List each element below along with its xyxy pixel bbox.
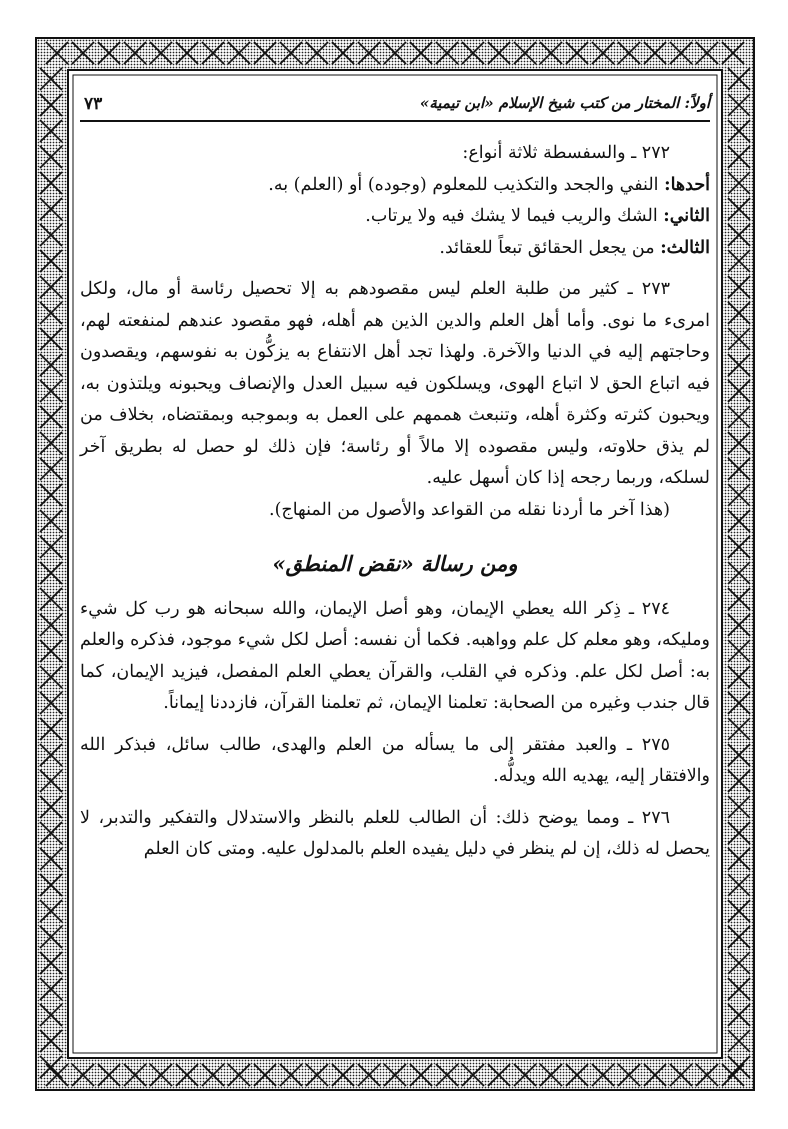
list-item-type-3 xyxy=(80,233,710,265)
paragraph-272-intro: ٢٧٢ ـ والسفسطة ثلاثة أنواع: xyxy=(462,143,670,163)
type-1-label: أحدها: xyxy=(664,174,710,195)
type-3-text: من يجعل الحقائق تبعاً للعقائد. xyxy=(439,237,655,258)
paragraph-275: ٢٧٥ ـ والعبد مفتقر إلى ما يسأله من العلم والهدى، طالب سائل، فبذكر الله والافتقار إليه، يهديه الله ويدلُّه. xyxy=(80,734,710,786)
main-text xyxy=(80,138,710,866)
header-title: أولاً: المختار من كتب شيخ الإسلام «ابن تيمية» xyxy=(419,94,710,112)
paragraph-276: ٢٧٦ ـ ومما يوضح ذلك: أن الطالب للعلم بالنظر والاستدلال والتفكير والتدبر، لا يحصل له ذلك، إن لم ينظر في دليل يفيده العلم بالمدلول عليه. ومتى كان العلم xyxy=(80,807,710,859)
type-2-label: الثاني: xyxy=(663,206,710,226)
running-header xyxy=(80,94,710,122)
list-item-type-2 xyxy=(80,201,710,233)
paragraph-273: ٢٧٣ ـ كثير من طلبة العلم ليس مقصودهم به إلا تحصيل رئاسة أو مال، ولكل امرىء ما نوى. وأما أهل العلم والدين الذين هم أهله، فهو مقصود عندهم لمنفعته لهم، وحاجتهم إليه في الدنيا والآخرة. ولهذا تجد أهل الانتفاع به يزكُّون به نفوسهم، ويقصدون فيه اتباع الحق لا اتباع الهوى، ويسلكون فيه سبيل العدل والإنصاف ويحبونه ويلتذون به، ويحبون كثرته وكثرة أهله، وتنبعث هممهم على العمل به وبموجبه وبمقتضاه، بخلاف من لم يذق حلاوته، وليس مقصوده إلا مالاً أو رئاسة؛ فإن ذلك لو حصل له بطريق آخر لسلكه، وربما رجحه إذا كان أسهل عليه. xyxy=(80,279,710,488)
paragraph-274: ٢٧٤ ـ ذِكر الله يعطي الإيمان، وهو أصل الإيمان، والله سبحانه هو رب كل شيء ومليكه، وهو معلم كل علم وواهبه. فكما أن نفسه: أصل لكل شيء موجود، فذكره والعلم به: أصل لكل علم. وذكره في القلب، والقرآن يعطي العلم المفصل، فيزيد الإيمان، كما قال جندب وغيره من الصحابة: تعلمنا الإيمان، ثم تعلمنا القرآن، فازددنا إيماناً. xyxy=(80,598,710,713)
type-3-label: الثالث: xyxy=(660,237,710,258)
type-2-text: الشك والريب فيما لا يشك فيه ولا يرتاب. xyxy=(365,206,658,226)
list-item-type-1 xyxy=(80,170,710,202)
section-title: ومن رسالة «نقض المنطق» xyxy=(272,551,518,576)
page-number: ٧٣ xyxy=(84,94,103,114)
page-content xyxy=(80,80,710,1050)
type-1-text: النفي والجحد والتكذيب للمعلوم (وجوده) أو (العلم) به. xyxy=(268,174,659,195)
paragraph-273-note: (هذا آخر ما أردنا نقله من القواعد والأصول من المنهاج). xyxy=(269,499,670,520)
